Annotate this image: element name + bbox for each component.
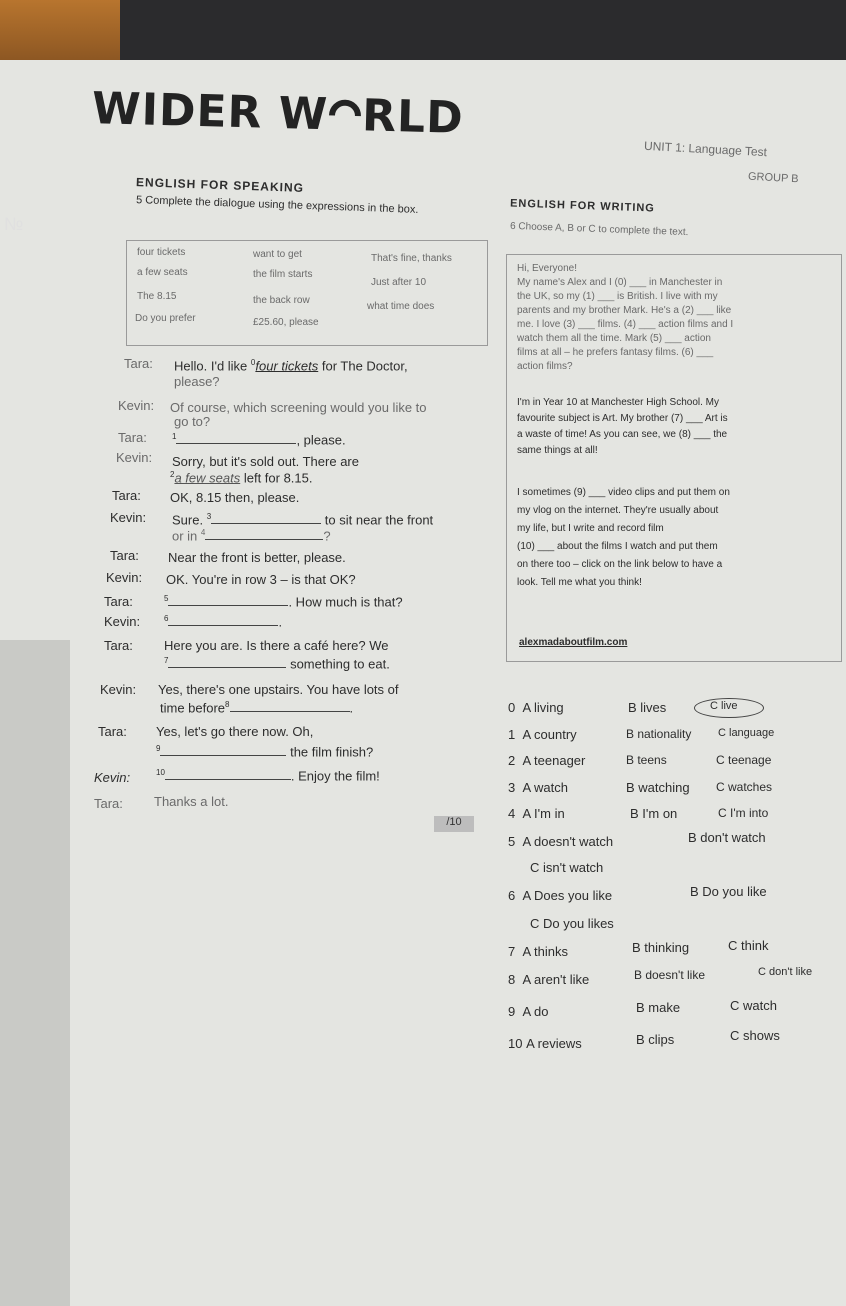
option-b[interactable]: B lives [628, 700, 667, 715]
box-cell: the back row [253, 295, 310, 306]
option-row [508, 834, 613, 849]
option-c[interactable]: C language [718, 727, 775, 739]
option-c[interactable]: C I'm into [718, 806, 769, 820]
question-number: 6 [508, 888, 516, 903]
option-row [508, 1036, 582, 1051]
answer-blank[interactable] [168, 605, 288, 606]
blog-line: on there too – click on the link below to have a [517, 559, 723, 570]
option-b[interactable]: B thinking [632, 940, 690, 955]
option-c[interactable]: C don't like [758, 966, 813, 978]
dialogue-text: Here you are. Is there a café here? We [164, 638, 389, 653]
option-row [508, 1004, 549, 1019]
option-c[interactable]: C live [710, 700, 738, 712]
option-c[interactable]: C watches [716, 780, 773, 794]
speaking-heading: ENGLISH FOR SPEAKING [135, 175, 305, 195]
dialogue-text: something to eat. [290, 656, 390, 672]
blog-link[interactable]: alexmadaboutfilm.com [519, 637, 628, 648]
option-row [508, 700, 564, 715]
dialogue-text: time before [160, 700, 226, 716]
option-b[interactable]: B doesn't like [634, 968, 705, 982]
speaker-label: Tara: [124, 356, 153, 371]
question-number: 10 [508, 1036, 523, 1051]
blog-line: a waste of time! As you can see, we (8) ___ the [517, 429, 728, 440]
gap-number: 7 [164, 656, 169, 665]
logo-globe-icon [328, 97, 363, 134]
gap-number: 9 [156, 744, 161, 753]
blog-line: My name's Alex and I (0) ___ in Manchester in [517, 277, 723, 288]
option-a[interactable]: A do [522, 1004, 549, 1019]
option-b[interactable]: B I'm on [630, 806, 678, 821]
gap-number: 10 [156, 768, 165, 777]
dialogue-text: please? [174, 374, 220, 389]
box-cell: four tickets [137, 247, 186, 258]
option-row [508, 753, 585, 768]
option-c[interactable]: C watch [730, 998, 777, 1013]
logo-text-part1: WIDER W [91, 83, 329, 141]
option-c[interactable]: C Do you likes [530, 916, 614, 931]
question-number: 2 [508, 753, 516, 768]
speaker-label: Tara: [98, 724, 127, 739]
option-row [508, 780, 568, 795]
option-c[interactable]: C teenage [716, 753, 772, 767]
handwritten-answer: a few seats [174, 470, 241, 486]
gap-number: 8 [225, 700, 230, 709]
answer-blank[interactable] [168, 625, 278, 626]
speaker-label: Kevin: [104, 614, 141, 629]
speaker-label: Kevin: [116, 450, 153, 465]
dialogue-text: . Enjoy the film! [290, 768, 380, 784]
group-label: GROUP B [747, 170, 799, 186]
blog-line: parents and my brother Mark. He's a (2) ___ like [517, 305, 732, 316]
gap-number: 4 [200, 528, 206, 537]
option-b[interactable]: B nationality [626, 727, 692, 741]
wider-world-logo [91, 83, 464, 144]
box-cell: want to get [253, 249, 302, 260]
box-cell: That's fine, thanks [371, 253, 452, 264]
dialogue-line [170, 470, 313, 485]
writing-heading: ENGLISH FOR WRITING [509, 197, 656, 215]
dialogue-line [172, 512, 433, 527]
dialogue-text: , please. [296, 432, 346, 448]
option-b[interactable]: B Do you like [690, 884, 767, 899]
dialogue-text: or in [172, 528, 198, 544]
dialogue-line [164, 656, 390, 671]
dialogue-text: ? [323, 528, 331, 544]
blog-line: action films? [517, 361, 573, 372]
option-a[interactable]: A doesn't watch [522, 834, 614, 849]
expressions-box [126, 240, 488, 346]
option-row [508, 888, 612, 903]
box-cell: a few seats [137, 267, 188, 278]
blog-line: I'm in Year 10 at Manchester High School. My [517, 397, 720, 408]
option-row [508, 727, 577, 742]
blog-line: same things at all! [517, 445, 598, 456]
logo-text-part2: RLD [361, 90, 465, 144]
speaker-label: Tara: [104, 638, 133, 653]
answer-blank[interactable] [230, 711, 350, 712]
dialogue-text: Thanks a lot. [154, 794, 229, 809]
dialogue-text: Yes, let's go there now. Oh, [156, 724, 314, 739]
margin-number-label: № [4, 214, 24, 234]
speaker-label: Kevin: [118, 398, 155, 413]
option-a[interactable]: A I'm in [522, 806, 565, 821]
box-cell: Do you prefer [135, 313, 196, 324]
box-cell: Just after 10 [371, 277, 427, 288]
option-c[interactable]: C isn't watch [530, 860, 604, 875]
blog-line: my vlog on the internet. They're usually about [517, 505, 719, 516]
gap-number: 5 [164, 594, 169, 603]
dialogue-line [160, 700, 353, 715]
box-cell: what time does [367, 301, 435, 312]
unit-title: UNIT 1: Language Test [643, 138, 768, 160]
option-a[interactable]: A Does you like [522, 888, 613, 903]
question-number: 4 [508, 806, 516, 821]
speaker-label: Kevin: [94, 770, 131, 785]
answer-blank[interactable] [165, 779, 291, 780]
option-a[interactable]: A living [522, 700, 564, 715]
dialogue-line [174, 358, 408, 373]
paper-shadow [0, 640, 70, 1306]
blog-line: watch them all the time. Mark (5) ___ action [517, 333, 711, 344]
option-row [508, 972, 589, 987]
gap-number: 1 [172, 432, 177, 441]
blog-line: films at all – he prefers fantasy films. (6) ___ [517, 347, 714, 358]
gap-number: 3 [206, 512, 212, 521]
speaker-label: Tara: [118, 430, 147, 445]
option-b[interactable]: B teens [626, 753, 667, 767]
dialogue-line [172, 528, 331, 543]
blog-line: Hi, Everyone! [517, 263, 578, 274]
speaker-label: Tara: [110, 548, 139, 563]
option-c[interactable]: C shows [730, 1028, 780, 1043]
answer-blank[interactable] [168, 667, 286, 668]
dialogue-text: Near the front is better, please. [168, 550, 346, 565]
dialogue-line [156, 744, 373, 759]
dialogue-text: go to? [174, 414, 211, 429]
dialogue-text: Sorry, but it's sold out. There are [172, 454, 359, 469]
answer-blank[interactable] [160, 755, 286, 756]
blog-line: me. I love (3) ___ films. (4) ___ action films and I [517, 319, 734, 330]
question-number: 3 [508, 780, 516, 795]
option-a[interactable]: A reviews [526, 1036, 582, 1051]
speaking-task: 5 Complete the dialogue using the expressions in the box. [135, 194, 419, 216]
dialogue-text: . [349, 700, 354, 716]
dialogue-line [164, 594, 403, 609]
answer-blank[interactable] [205, 539, 323, 540]
box-cell: £25.60, please [253, 317, 319, 328]
speaker-label: Kevin: [100, 682, 137, 697]
option-a[interactable]: A thinks [522, 944, 568, 959]
blog-text-box [506, 254, 842, 662]
gap-number: 2 [170, 470, 175, 479]
blog-line: I sometimes (9) ___ video clips and put them on [517, 487, 730, 498]
example-answer: four tickets [255, 358, 319, 374]
blog-line: my life, but I write and record film [517, 523, 664, 534]
option-a[interactable]: A watch [522, 780, 568, 795]
dialogue-text: Hello. I'd like [174, 358, 248, 374]
question-number: 5 [508, 834, 516, 849]
speaker-label: Tara: [94, 796, 123, 811]
dialogue-text: left for 8.15. [243, 470, 313, 486]
gap-number: 6 [164, 614, 169, 623]
dialogue-text: . How much is that? [288, 594, 403, 610]
dialogue-text: OK, 8.15 then, please. [170, 490, 300, 505]
option-a[interactable]: A aren't like [522, 972, 590, 987]
option-a[interactable]: A country [522, 727, 577, 742]
dialogue-text: for The Doctor, [321, 358, 408, 374]
option-c[interactable]: C think [728, 938, 769, 953]
dialogue-text: the film finish? [290, 744, 374, 760]
question-number: 9 [508, 1004, 516, 1019]
dialogue-text: OK. You're in row 3 – is that OK? [166, 572, 356, 587]
answer-blank[interactable] [176, 443, 296, 444]
speaker-label: Kevin: [106, 570, 143, 585]
option-a[interactable]: A teenager [522, 753, 586, 768]
option-b[interactable]: B clips [636, 1032, 675, 1047]
speaker-label: Kevin: [110, 510, 147, 525]
dialogue-line [164, 614, 282, 629]
box-cell: The 8.15 [137, 291, 177, 302]
answer-blank[interactable] [211, 523, 321, 524]
question-number: 0 [508, 700, 516, 715]
speaker-label: Tara: [112, 488, 141, 503]
writing-task: 6 Choose A, B or C to complete the text. [509, 220, 689, 239]
blog-line: favourite subject is Art. My brother (7) ___ Art is [517, 413, 728, 424]
question-number: 8 [508, 972, 516, 987]
blog-line: the UK, so my (1) ___ is British. I live with my [517, 291, 718, 302]
gap-number: 0 [250, 358, 256, 367]
dialogue-text: Sure. [172, 512, 204, 528]
dialogue-line [172, 432, 346, 447]
option-b[interactable]: B watching [626, 780, 690, 795]
option-row [508, 944, 568, 959]
question-number: 7 [508, 944, 516, 959]
option-b[interactable]: B make [636, 1000, 681, 1015]
option-b[interactable]: B don't watch [688, 830, 766, 845]
dialogue-text: Yes, there's one upstairs. You have lots of [158, 682, 399, 697]
score-box: /10 [434, 816, 474, 832]
dialogue-text: to sit near the front [324, 512, 434, 528]
blog-line: (10) ___ about the films I watch and put them [517, 541, 718, 552]
dialogue-text: Of course, which screening would you like to [170, 400, 427, 415]
speaker-label: Tara: [104, 594, 133, 609]
dialogue-text: . [278, 614, 283, 630]
blog-line: look. Tell me what you think! [517, 577, 642, 588]
box-cell: the film starts [253, 269, 313, 280]
option-row [508, 806, 565, 821]
question-number: 1 [508, 727, 516, 742]
dialogue-line [156, 768, 380, 783]
